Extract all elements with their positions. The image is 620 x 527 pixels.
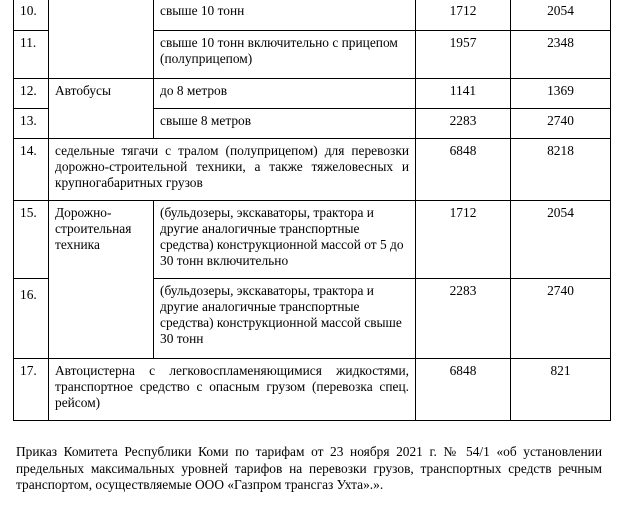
row-description: свыше 10 тонн включительно с прицепом (полуприцепом) (154, 31, 416, 79)
category-cell: Автобусы (49, 79, 154, 139)
tariff-value: 6848 (416, 139, 511, 201)
tariff-value: 2054 (511, 0, 611, 31)
table-row (14, 139, 611, 201)
row-number: 11. (14, 31, 49, 79)
tariff-value: 1712 (416, 201, 511, 279)
tariff-value: 6848 (416, 359, 511, 421)
table-row (14, 79, 611, 109)
row-number: 13. (14, 109, 49, 139)
tariff-value: 1712 (416, 0, 511, 31)
tariff-value: 2740 (511, 279, 611, 359)
table-row (14, 0, 611, 31)
tariff-table (13, 0, 611, 421)
tariff-value: 2283 (416, 109, 511, 139)
row-number: 17. (14, 359, 49, 421)
row-description: седельные тягачи с тралом (полуприцепом) для перевозки дорожно-строительной техники, а также тяжеловесных и крупногабаритных грузов (49, 139, 416, 201)
table-row (14, 201, 611, 279)
row-description: свыше 8 метров (154, 109, 416, 139)
table-row (14, 359, 611, 421)
tariff-value: 1369 (511, 79, 611, 109)
row-number: 10. (14, 0, 49, 31)
tariff-value: 8218 (511, 139, 611, 201)
row-number: 14. (14, 139, 49, 201)
tariff-value: 2740 (511, 109, 611, 139)
row-number: 16. (14, 279, 49, 359)
tariff-value: 2283 (416, 279, 511, 359)
row-description: Автоцистерна с легковоспламеняющимися жидкостями, транспортное средство с опасным грузом (перевозка спец. рейсом) (49, 359, 416, 421)
row-description: (бульдозеры, экскаваторы, трактора и другие аналогичные транспортные средства) конструкционной массой от 5 до 30 тонн включительно (154, 201, 416, 279)
row-description: (бульдозеры, экскаваторы, трактора и другие аналогичные транспортные средства) конструкционной массой свыше 30 тонн (154, 279, 416, 359)
row-number: 12. (14, 79, 49, 109)
row-description: свыше 10 тонн (154, 0, 416, 31)
row-description: до 8 метров (154, 79, 416, 109)
source-footnote: Приказ Комитета Республики Коми по тарифам от 23 ноября 2021 г. № 54/1 «об установлении предельных максимальных уровней тарифов на перевозки грузов, транспортных средств речным транспортом, осуществляемые ООО «Газпром трансгаз Ухта».». (16, 444, 602, 492)
tariff-value: 2348 (511, 31, 611, 79)
category-cell: Дорожно-строительная техника (49, 201, 154, 359)
category-cell (49, 0, 154, 79)
tariff-value: 1957 (416, 31, 511, 79)
row-number: 15. (14, 201, 49, 279)
tariff-value: 821 (511, 359, 611, 421)
tariff-value: 2054 (511, 201, 611, 279)
tariff-value: 1141 (416, 79, 511, 109)
